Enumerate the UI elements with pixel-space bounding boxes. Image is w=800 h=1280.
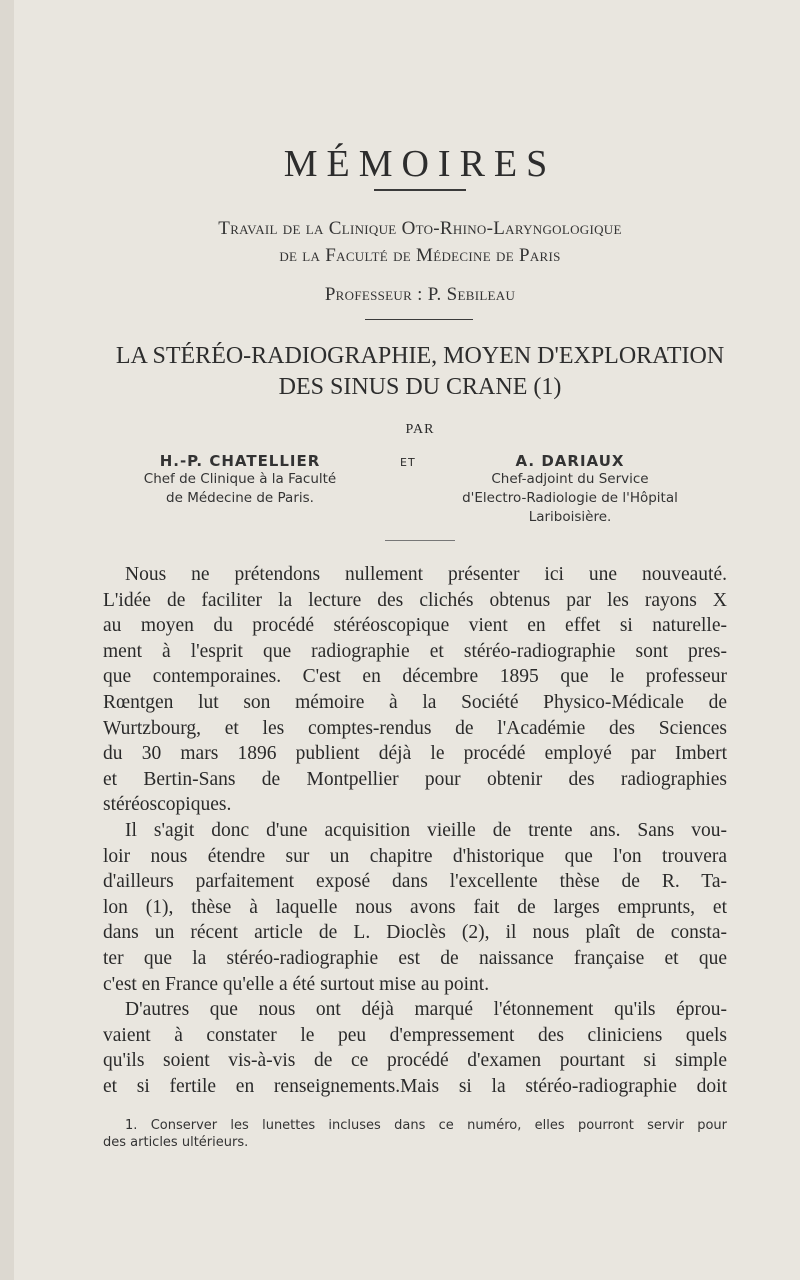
- footnote-line: des articles ultérieurs.: [103, 1135, 249, 1150]
- section-title: MÉMOIRES: [283, 143, 557, 185]
- author-affiliation: de Médecine de Paris.: [166, 490, 314, 506]
- text-line: Il s'agit donc d'une acquisition vieille de trente ans. Sans vou-: [125, 819, 727, 841]
- author-affiliation: Chef-adjoint du Service: [491, 471, 649, 487]
- text-line: Nous ne prétendons nullement présenter ici une nouveauté.: [125, 564, 727, 585]
- article-title: LA STÉRÉO-RADIOGRAPHIE, MOYEN D'EXPLORATION: [115, 343, 725, 369]
- text-line: ter que la stéréo-radiographie est de naissance française et que: [103, 947, 727, 969]
- text-line: que contemporaines. C'est en décembre 1895 que le professeur: [103, 666, 727, 688]
- divider-rule: [374, 189, 466, 191]
- text-line: loir nous étendre sur un chapitre d'historique que l'on trouvera: [103, 845, 727, 867]
- text-line: c'est en France qu'elle a été surtout mise au point.: [103, 973, 490, 995]
- byline-conjunction: ET: [400, 456, 416, 469]
- author-name: A. DARIAUX: [515, 452, 625, 470]
- institution-line: Travail de la Clinique Oto-Rhino-Laryngologique: [218, 218, 622, 239]
- text-line: stéréoscopiques.: [103, 794, 232, 816]
- author-block: [110, 452, 370, 508]
- author-affiliation: d'Electro-Radiologie de l'Hôpital: [462, 490, 678, 506]
- author-name: H.-P. CHATELLIER: [159, 452, 321, 470]
- text-line: Wurtzbourg, et les comptes-rendus de l'Académie des Sciences: [103, 717, 727, 739]
- footnote: [103, 1117, 727, 1151]
- author-affiliation: Lariboisière.: [528, 509, 612, 525]
- text-line: d'ailleurs parfaitement exposé dans l'excellente thèse de R. Ta-: [103, 871, 727, 893]
- text-line: Rœntgen lut son mémoire à la Société Physico-Médicale de: [103, 691, 727, 713]
- article-title: DES SINUS DU CRANE (1): [278, 374, 562, 400]
- text-line: qu'ils soient vis-à-vis de ce procédé d'examen pourtant si simple: [103, 1050, 727, 1072]
- institution-line: de la Faculté de Médecine de Paris: [279, 245, 561, 266]
- text-line: dans un récent article de L. Dioclès (2), il nous plaît de consta-: [103, 922, 727, 944]
- text-line: et Bertin-Sans de Montpellier pour obtenir des radiographies: [103, 768, 727, 790]
- text-line: L'idée de faciliter la lecture des clichés obtenus par les rayons X: [103, 589, 727, 611]
- text-line: au moyen du procédé stéréoscopique vient en effet si naturelle-: [103, 615, 727, 637]
- author-block: [420, 452, 720, 527]
- paragraph: [103, 818, 727, 997]
- divider-rule: [385, 540, 455, 541]
- paragraph: [103, 562, 727, 818]
- divider-rule: [365, 319, 473, 320]
- binding-edge: [0, 0, 14, 1280]
- paragraph: [103, 997, 727, 1099]
- text-line: et si fertile en renseignements.Mais si la stéréo-radiographie doit: [103, 1075, 727, 1097]
- text-line: du 30 mars 1896 publient déjà le procédé employé par Imbert: [103, 743, 727, 765]
- article-body: [103, 562, 727, 1099]
- text-line: D'autres que nous ont déjà marqué l'étonnement qu'ils éprou-: [125, 999, 727, 1021]
- text-line: ment à l'esprit que radiographie et stéréo-radiographie sont pres-: [103, 640, 727, 662]
- byline-par: PAR: [405, 422, 435, 437]
- footnote-line: 1. Conserver les lunettes incluses dans ce numéro, elles pourront servir pour: [125, 1118, 727, 1133]
- text-line: vaient à constater le peu d'empressement des cliniciens quels: [103, 1024, 727, 1046]
- text-line: lon (1), thèse à laquelle nous avons fait de larges emprunts, et: [103, 896, 727, 918]
- professor-line: Professeur : P. Sebileau: [324, 284, 516, 305]
- author-affiliation: Chef de Clinique à la Faculté: [143, 471, 337, 487]
